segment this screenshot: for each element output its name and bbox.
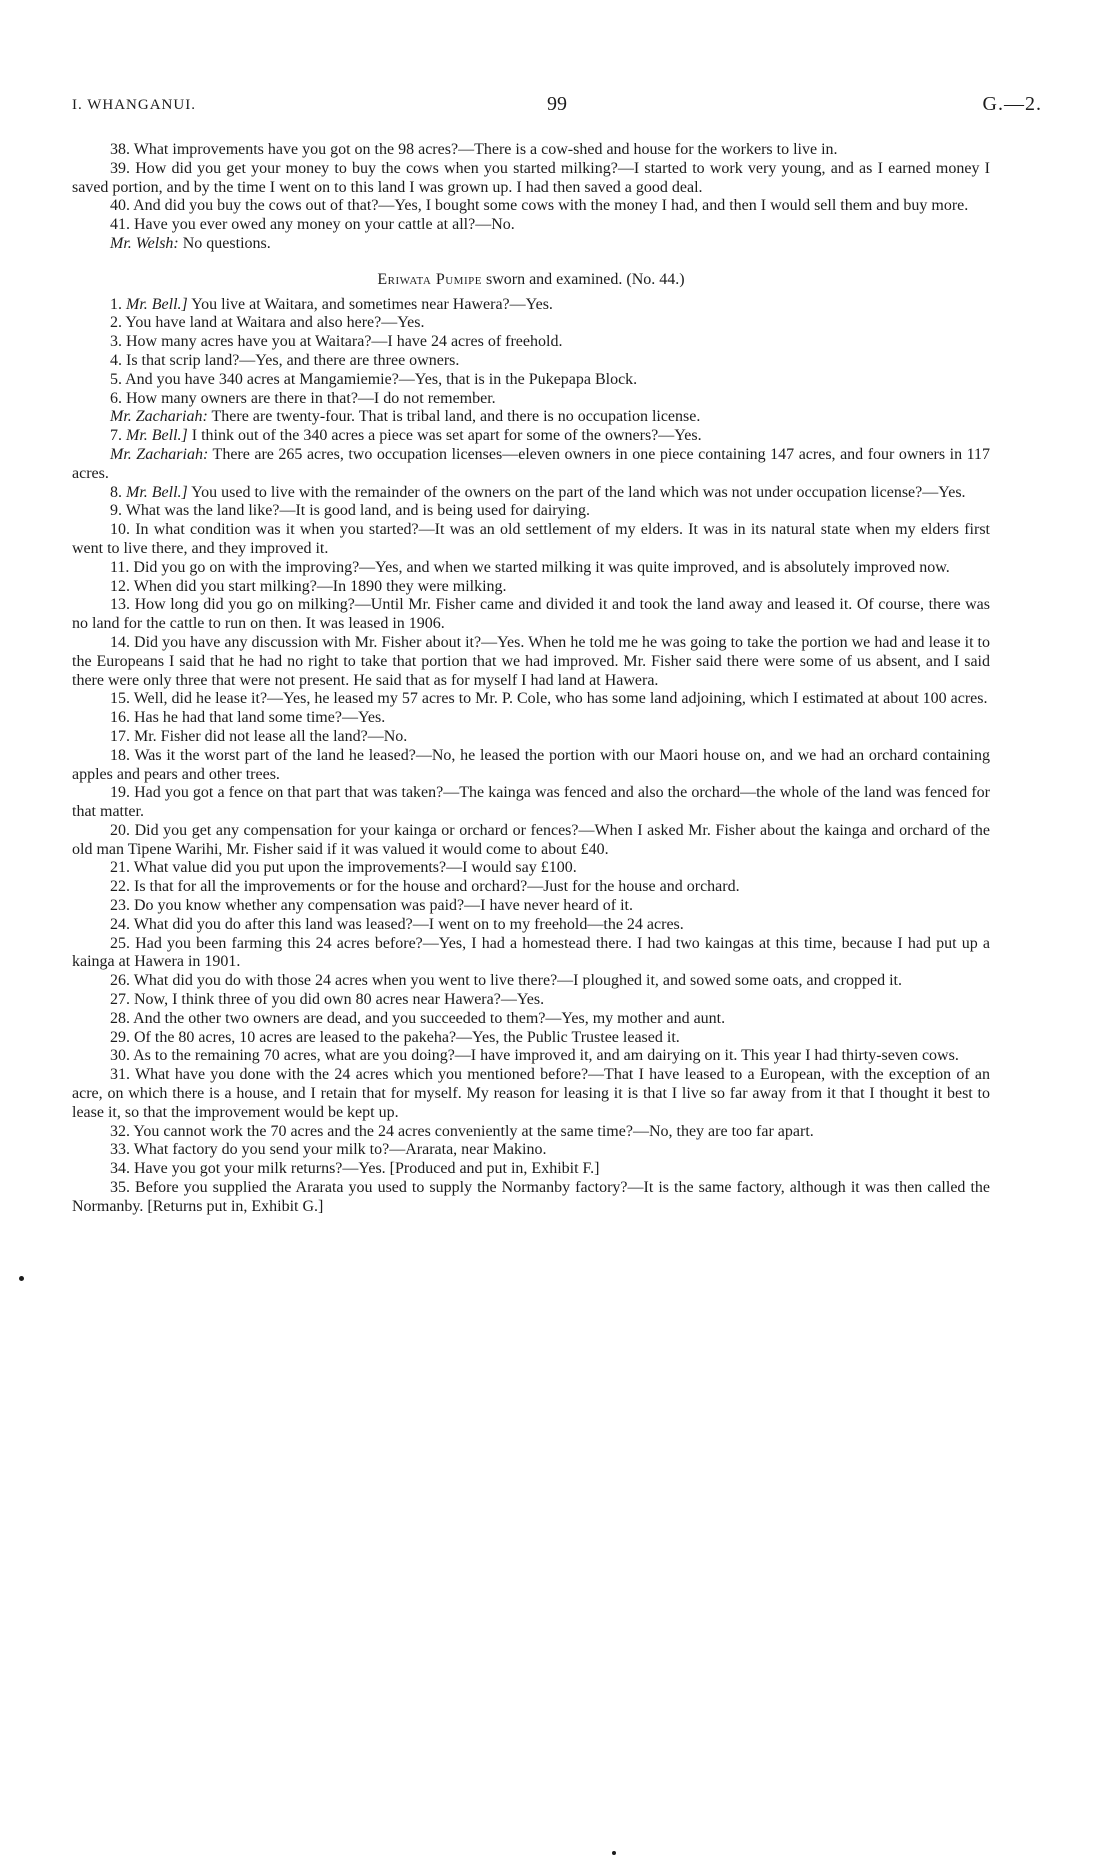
qa-text: Is that for all the improvements or for the house and orchard?—Just for the house and orchard. (134, 878, 740, 896)
question-number: 1. (110, 295, 122, 313)
question-number: 4. (110, 351, 122, 369)
qa-paragraph (72, 916, 990, 935)
question-number: 16. (110, 709, 130, 727)
qa-paragraph (72, 991, 990, 1010)
footer-mark (612, 1851, 616, 1855)
qa-text: Do you know whether any compensation was paid?—I have never heard of it. (134, 897, 633, 915)
question-number: 13. (110, 596, 130, 614)
qa-text: As to the remaining 70 acres, what are you doing?—I have improved it, and am dairying on it. This year I had thirty-seven cows. (133, 1047, 959, 1065)
qa-paragraph (72, 197, 990, 216)
qa-paragraph (72, 822, 990, 860)
question-number: 22. (110, 878, 130, 896)
qa-paragraph (72, 235, 990, 254)
question-number: 35. (110, 1179, 130, 1197)
qa-paragraph (72, 578, 990, 597)
question-number: 5. (110, 370, 122, 388)
question-number: 17. (110, 727, 130, 745)
question-number: 6. (110, 389, 122, 407)
qa-text: I think out of the 340 acres a piece was set apart for some of the owners?—Yes. (187, 427, 702, 445)
qa-text: You have land at Waitara and also here?—Yes. (125, 314, 425, 332)
question-number: 12. (110, 577, 130, 595)
qa-text: What factory do you send your milk to?—Ararata, near Makino. (133, 1141, 547, 1159)
qa-paragraph (72, 897, 990, 916)
qa-paragraph (72, 784, 990, 822)
document-body (72, 141, 990, 1217)
qa-paragraph (72, 296, 990, 315)
question-number: 38. (110, 141, 130, 158)
qa-text: When did you start milking?—In 1890 they were milking. (133, 577, 507, 595)
speaker-name: Mr. Bell.] (126, 295, 188, 313)
qa-paragraph (72, 502, 990, 521)
qa-paragraph (72, 972, 990, 991)
question-number: 40. (110, 197, 130, 215)
qa-text: Was it the worst part of the land he leased?—No, he leased the portion with our Maori house on, and we had an orchard containing apples and pears and other trees. (72, 746, 991, 783)
witness-heading-rest: sworn and examined. (No. 44.) (481, 270, 685, 288)
question-number: 18. (110, 746, 130, 764)
qa-text: Mr. Fisher did not lease all the land?—No. (134, 727, 408, 745)
witness-heading (72, 271, 990, 290)
qa-paragraph (72, 1179, 990, 1217)
qa-text: You used to live with the remainder of the owners on the part of the land which was not under occupation license?—Yes. (187, 483, 966, 501)
qa-paragraph (72, 1160, 990, 1179)
qa-text: What did you do after this land was leased?—I went on to my freehold—the 24 acres. (133, 915, 684, 933)
qa-text: Of the 80 acres, 10 acres are leased to the pakeha?—Yes, the Public Trustee leased it. (134, 1028, 680, 1046)
qa-text: You live at Waitara, and sometimes near Hawera?—Yes. (187, 295, 553, 313)
page-number: 99 (547, 93, 567, 115)
qa-paragraph (72, 521, 990, 559)
question-number: 39. (110, 159, 130, 177)
qa-text: Had you got a fence on that part that was taken?—The kainga was fenced and also the orchard—the whole of the land was fenced for that matter. (72, 784, 991, 821)
page-header (72, 93, 1042, 119)
qa-paragraph (72, 446, 990, 484)
qa-text: Have you got your milk returns?—Yes. [Produced and put in, Exhibit F.] (134, 1160, 600, 1178)
qa-text: Had you been farming this 24 acres before?—Yes, I had a homestead there. I had two kaingas at this time, because I had put up a kainga at Hawera in 1901. (72, 934, 991, 971)
qa-paragraph (72, 427, 990, 446)
speaker-name: Mr. Zachariah: (110, 445, 209, 463)
qa-text: Did you have any discussion with Mr. Fisher about it?—Yes. When he told me he was going to take the portion we had and lease it to the Europeans I said that he had no right to take that portion that we had improved. Mr. Fisher said there were some of us absent, and I said there were only three that were not present. He said that as for myself I had land at Hawera. (72, 633, 991, 689)
document-code: G.—2. (982, 93, 1042, 115)
question-number: 10. (110, 521, 130, 539)
qa-text: Now, I think three of you did own 80 acres near Hawera?—Yes. (134, 991, 545, 1009)
qa-paragraph (72, 141, 990, 160)
qa-paragraph (72, 314, 990, 333)
qa-paragraph (72, 634, 990, 690)
qa-text: How many owners are there in that?—I do not remember. (126, 389, 496, 407)
qa-text: What have you done with the 24 acres which you mentioned before?—That I have leased to a European, with the exception of an acre, on which there is a house, and I retain that for myself. My reason for leasing it is that I live so far away from it that I thought it best to lease it, so that the improvement would be kept up. (72, 1066, 991, 1121)
qa-paragraph (72, 596, 990, 634)
question-number: 9. (110, 502, 122, 520)
qa-text: There are 265 acres, two occupation licenses—eleven owners in one piece containing 147 acres, and four owners in 117 acres. (72, 445, 990, 482)
qa-text: Well, did he lease it?—Yes, he leased my 57 acres to Mr. P. Cole, who has some land adjoining, which I estimated at about 100 acres. (133, 690, 988, 708)
qa-paragraph (72, 1123, 990, 1142)
qa-paragraph (72, 390, 990, 409)
qa-paragraph (72, 1047, 990, 1066)
qa-text: Before you supplied the Ararata you used to supply the Normanby factory?—It is the same factory, although it was then called the Normanby. [Returns put in, Exhibit G.] (72, 1179, 991, 1215)
question-number: 26. (110, 972, 130, 990)
qa-text: How did you get your money to buy the cows when you started milking?—I started to work very young, and as I earned money I saved portion, and by the time I went on to this land I was grown up. I had then saved a good deal. (72, 159, 990, 196)
qa-paragraph (72, 484, 990, 503)
question-number: 20. (110, 821, 130, 839)
qa-paragraph (72, 859, 990, 878)
question-number: 15. (110, 690, 130, 708)
qa-text: How many acres have you at Waitara?—I have 24 acres of freehold. (126, 333, 563, 351)
qa-text: And you have 340 acres at Mangamiemie?—Yes, that is in the Pukepapa Block. (125, 370, 638, 388)
question-number: 11. (110, 558, 130, 576)
qa-paragraph (72, 728, 990, 747)
question-number: 30. (110, 1047, 130, 1065)
qa-paragraph (72, 1141, 990, 1160)
question-number: 29. (110, 1028, 130, 1046)
question-number: 19. (110, 784, 130, 802)
question-number: 8. (110, 483, 122, 501)
question-number: 32. (110, 1122, 130, 1140)
question-number: 23. (110, 897, 130, 915)
qa-text: In what condition was it when you started?—It was an old settlement of my elders. It was in its natural state when my elders first went to live there, and they improved it. (72, 521, 990, 557)
header-district: I. WHANGANUI. (72, 97, 196, 113)
question-number: 14. (110, 633, 130, 651)
qa-paragraph (72, 747, 990, 785)
qa-paragraph (72, 408, 990, 427)
qa-text: You cannot work the 70 acres and the 24 acres conveniently at the same time?—No, they are too far apart. (133, 1122, 814, 1140)
qa-text: And did you buy the cows out of that?—Yes, I bought some cows with the money I had, and then I would sell them and buy more. (133, 197, 969, 215)
qa-paragraph (72, 690, 990, 709)
qa-paragraph (72, 559, 990, 578)
qa-text: What was the land like?—It is good land, and is being used for dairying. (125, 502, 591, 520)
question-number: 34. (110, 1160, 130, 1178)
testimony-section-continued (72, 141, 990, 254)
speaker-name: Mr. Bell.] (126, 483, 188, 501)
qa-paragraph (72, 1029, 990, 1048)
qa-text: Have you ever owed any money on your cattle at all?—No. (134, 216, 515, 234)
qa-text: No questions. (178, 234, 271, 252)
qa-paragraph (72, 1066, 990, 1122)
qa-text: What did you do with those 24 acres when you went to live there?—I ploughed it, and sowed some oats, and cropped it. (133, 972, 902, 990)
qa-paragraph (72, 333, 990, 352)
margin-mark (19, 1276, 24, 1281)
qa-paragraph (72, 878, 990, 897)
question-number: 21. (110, 859, 130, 877)
qa-text: How long did you go on milking?—Until Mr. Fisher came and divided it and took the land away and leased it. Of course, there was no land for the cattle to run on then. It was leased in 1906. (72, 596, 991, 633)
qa-text: Did you go on with the improving?—Yes, and when we started milking it was quite improved, and is absolutely improved now. (133, 558, 950, 576)
question-number: 27. (110, 991, 130, 1009)
qa-text: Did you get any compensation for your kainga or orchard or fences?—When I asked Mr. Fisher about the kainga and orchard of the old man Tipene Warihi, Mr. Fisher said if it was valued it would come to about £40. (72, 821, 990, 858)
qa-paragraph (72, 352, 990, 371)
testimony-section-witness-44 (72, 296, 990, 1217)
question-number: 31. (110, 1066, 130, 1084)
question-number: 7. (110, 427, 122, 445)
question-number: 41. (110, 216, 130, 234)
question-number: 3. (110, 333, 122, 351)
question-number: 24. (110, 915, 130, 933)
question-number: 25. (110, 934, 130, 952)
qa-text: What value did you put upon the improvements?—I would say £100. (133, 859, 577, 877)
qa-text: There are twenty-four. That is tribal land, and there is no occupation license. (207, 408, 701, 426)
speaker-name: Mr. Welsh: (110, 234, 179, 252)
qa-paragraph (72, 935, 990, 973)
question-number: 2. (110, 314, 122, 332)
witness-name: Eriwata Pumipe (377, 270, 482, 288)
qa-text: What improvements have you got on the 98 acres?—There is a cow-shed and house for the workers to live in. (133, 141, 838, 158)
qa-paragraph (72, 371, 990, 390)
qa-paragraph (72, 1010, 990, 1029)
question-number: 28. (110, 1009, 130, 1027)
qa-paragraph (72, 160, 990, 198)
speaker-name: Mr. Bell.] (126, 427, 188, 445)
qa-text: Is that scrip land?—Yes, and there are three owners. (126, 351, 460, 369)
qa-paragraph (72, 709, 990, 728)
question-number: 33. (110, 1141, 130, 1159)
speaker-name: Mr. Zachariah: (110, 408, 208, 426)
qa-text: Has he had that land some time?—Yes. (134, 709, 386, 727)
qa-text: And the other two owners are dead, and you succeeded to them?—Yes, my mother and aunt. (133, 1009, 726, 1027)
qa-paragraph (72, 216, 990, 235)
